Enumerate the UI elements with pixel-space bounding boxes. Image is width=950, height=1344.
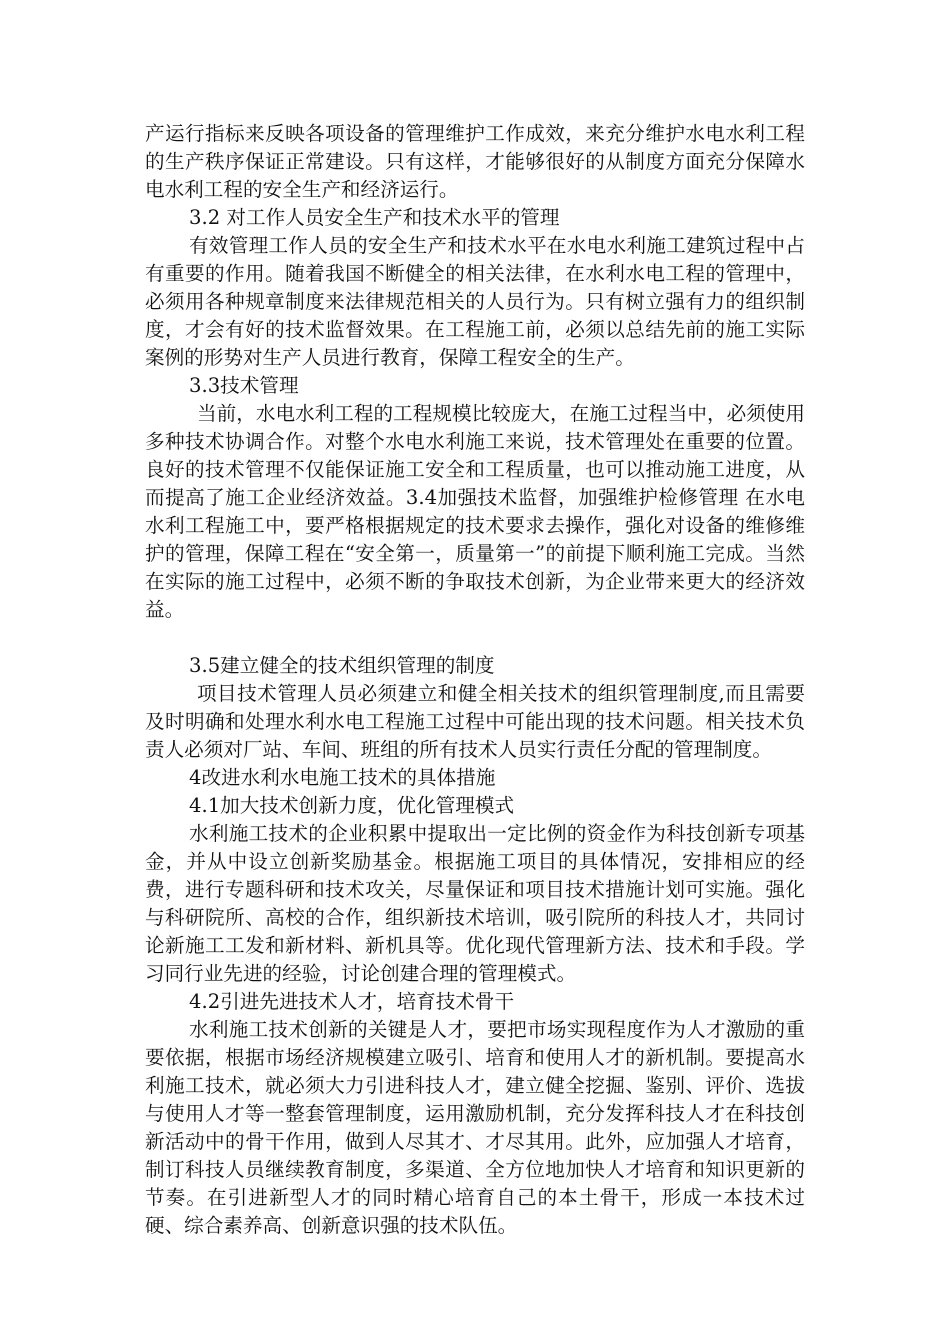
- paragraph-4-2: 水利施工技术创新的关键是人才，要把市场实现程度作为人才激励的重要依据，根据市场经济规模建立吸引、培育和使用人才的新机制。要提高水利施工技术，就必须大力引进科技人才，建立健全挖掘、鉴别、评价、选拔与使用人才等一整套管理制度，运用激励机制，充分发挥科技人才在科技创新活动中的骨干作用，做到人尽其才、才尽其用。此外，应加强人才培育，制订科技人员继续教育制度，多渠道、全方位地加快人才培育和知识更新的节奏。在引进新型人才的同时精心培育自己的本土骨干，形成一本技术过硬、综合素养高、创新意识强的技术队伍。: [145, 1018, 805, 1237]
- section-heading-4-1: 4.1加大技术创新力度，优化管理模式: [189, 794, 515, 817]
- paragraph-3-3: 当前，水电水利工程的工程规模比较庞大，在施工过程当中，必须使用多种技术协调合作。对整个水电水利施工来说，技术管理处在重要的位置。良好的技术管理不仅能保证施工安全和工程质量，也可以推动施工进度，从而提高了施工企业经济效益。3.4加强技术监督，加强维护检修管理 在水电水利工程施工中，要严格根据规定的技术要求去操作，强化对设备的维修维护的管理，保障工程在“安全第一，质量第一”的前提下顺利施工完成。当然在实际的施工过程中，必须不断的争取技术创新，为企业带来更大的经济效益。: [145, 402, 805, 621]
- section-heading-3-3: 3.3技术管理: [189, 374, 299, 397]
- paragraph-continuation: 产运行指标来反映各项设备的管理维护工作成效，来充分维护水电水利工程的生产秩序保证正常建设。只有这样，才能够很好的从制度方面充分保障水电水利工程的安全生产和经济运行。: [145, 122, 805, 201]
- paragraph-3-5: 项目技术管理人员必须建立和健全相关技术的组织管理制度,而且需要及时明确和处理水利水电工程施工过程中可能出现的技术问题。相关技术负责人必须对厂站、车间、班组的所有技术人员实行责任分配的管理制度。: [145, 682, 805, 761]
- paragraph-4-1: 水利施工技术的企业积累中提取出一定比例的资金作为科技创新专项基金，并从中设立创新奖励基金。根据施工项目的具体情况，安排相应的经费，进行专题科研和技术攻关，尽量保证和项目技术措施计划可实施。强化与科研院所、高校的合作，组织新技术培训，吸引院所的科技人才，共同讨论新施工工发和新材料、新机具等。优化现代管理新方法、技术和手段。学习同行业先进的经验，讨论创建合理的管理模式。: [145, 822, 805, 985]
- paragraph-gap: [145, 624, 805, 652]
- section-heading-4-2: 4.2引进先进技术人才，培育技术骨干: [189, 990, 515, 1013]
- document-body: [145, 120, 805, 1240]
- section-heading-3-2: 3.2 对工作人员安全生产和技术水平的管理: [189, 206, 560, 229]
- section-heading-3-5: 3.5建立健全的技术组织管理的制度: [189, 654, 495, 677]
- section-heading-4: 4改进水利水电施工技术的具体措施: [189, 766, 496, 789]
- paragraph-3-2: 有效管理工作人员的安全生产和技术水平在水电水利施工建筑过程中占有重要的作用。随着我国不断健全的相关法律，在水利水电工程的管理中，必须用各种规章制度来法律规范相关的人员行为。只有树立强有力的组织制度，才会有好的技术监督效果。在工程施工前，必须以总结先前的施工实际案例的形势对生产人员进行教育，保障工程安全的生产。: [145, 234, 805, 369]
